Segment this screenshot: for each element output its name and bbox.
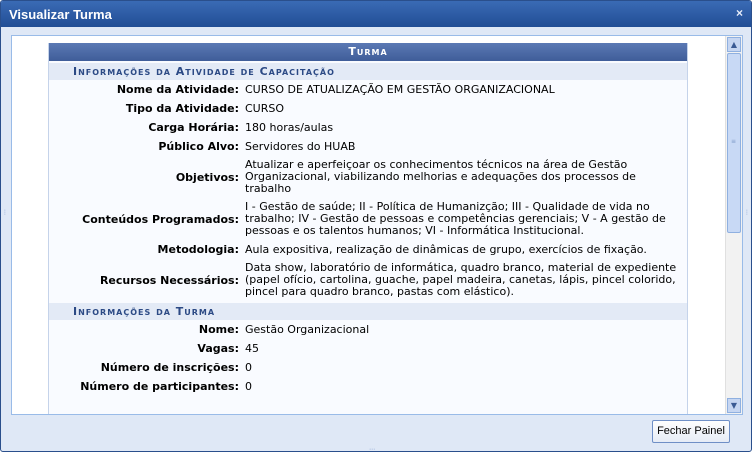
label-participantes: Número de participantes:: [80, 380, 239, 393]
vertical-scrollbar[interactable]: [725, 36, 742, 414]
row-inscricoes: [49, 358, 687, 377]
label-conteudos: Conteúdos Programados:: [82, 212, 239, 226]
turma-panel: [48, 43, 688, 414]
row-carga-horaria: [49, 118, 687, 137]
scroll-thumb[interactable]: [727, 53, 741, 233]
row-tipo-atividade: [49, 99, 687, 118]
scroll-down-arrow-icon[interactable]: ▼: [727, 398, 741, 413]
row-conteudos: [49, 198, 687, 240]
value-participantes: 0: [245, 379, 252, 393]
label-tipo-atividade: Tipo da Atividade:: [125, 102, 239, 115]
section-atividade-title: Informações da Atividade de Capacitação: [49, 63, 687, 80]
dialog-titlebar[interactable]: [1, 1, 751, 27]
row-objetivos: [49, 156, 687, 198]
label-recursos: Recursos Necessários:: [99, 273, 239, 287]
panel-header: Turma: [49, 43, 687, 61]
row-nome-atividade: [49, 80, 687, 99]
value-publico-alvo: Servidores do HUAB: [245, 139, 356, 153]
value-carga-horaria: 180 horas/aulas: [245, 120, 334, 134]
scroll-up-arrow-icon[interactable]: ▲: [727, 37, 741, 52]
value-tipo-atividade: CURSO: [245, 101, 285, 115]
value-inscricoes: 0: [245, 360, 252, 374]
row-recursos: [49, 259, 687, 301]
label-vagas: Vagas:: [197, 342, 239, 355]
dialog-content: [11, 35, 743, 415]
label-metodologia: Metodologia:: [157, 243, 239, 256]
value-metodologia: Aula expositiva, realização de dinâmicas de grupo, exercícios de fixação.: [245, 242, 647, 256]
label-nome-atividade: Nome da Atividade:: [116, 83, 239, 96]
resize-handle-bottom[interactable]: ⋯: [369, 446, 375, 452]
resize-handle-left[interactable]: ⋮: [2, 209, 8, 216]
label-inscricoes: Número de inscrições:: [100, 361, 239, 374]
value-nome-atividade: CURSO DE ATUALIZAÇÃO EM GESTÃO ORGANIZACIONAL: [245, 82, 555, 96]
label-nome-turma: Nome:: [198, 323, 239, 336]
row-nome-turma: [49, 320, 687, 339]
row-vagas: [49, 339, 687, 358]
value-conteudos: I - Gestão de saúde; II - Política de Humanizção; III - Qualidade de vida no trabalho; IV - Gestão de pessoas e competências gerenciais; V - A gestão de pessoas e os talentos humanos; VI - Informática Institucional.: [245, 200, 666, 237]
row-participantes: [49, 377, 687, 396]
label-publico-alvo: Público Alvo:: [158, 140, 239, 153]
label-objetivos: Objetivos:: [175, 170, 239, 184]
label-carga-horaria: Carga Horária:: [148, 121, 239, 134]
close-panel-button[interactable]: Fechar Painel: [652, 420, 730, 443]
value-nome-turma: Gestão Organizacional: [245, 322, 370, 336]
resize-handle-right[interactable]: ⋮: [744, 209, 750, 216]
row-publico-alvo: [49, 137, 687, 156]
dialog-title: Visualizar Turma: [9, 7, 112, 22]
section-turma-title: Informações da Turma: [49, 303, 687, 320]
value-recursos: Data show, laboratório de informática, quadro branco, material de expediente (papel ofício, cartolina, guache, papel madeira, canetas, lápis, pincel colorido, pincel para quadro branco, pastas com elástico).: [245, 261, 677, 298]
row-metodologia: [49, 240, 687, 259]
value-vagas: 45: [245, 341, 259, 355]
value-objetivos: Atualizar e aperfeiçoar os conhecimentos técnicos na área de Gestão Organizacional, viabilizando melhorias e adequações dos processos de trabalho: [245, 158, 636, 195]
scroll-grip-icon: ≡: [731, 138, 737, 145]
close-icon[interactable]: ×: [735, 6, 743, 20]
